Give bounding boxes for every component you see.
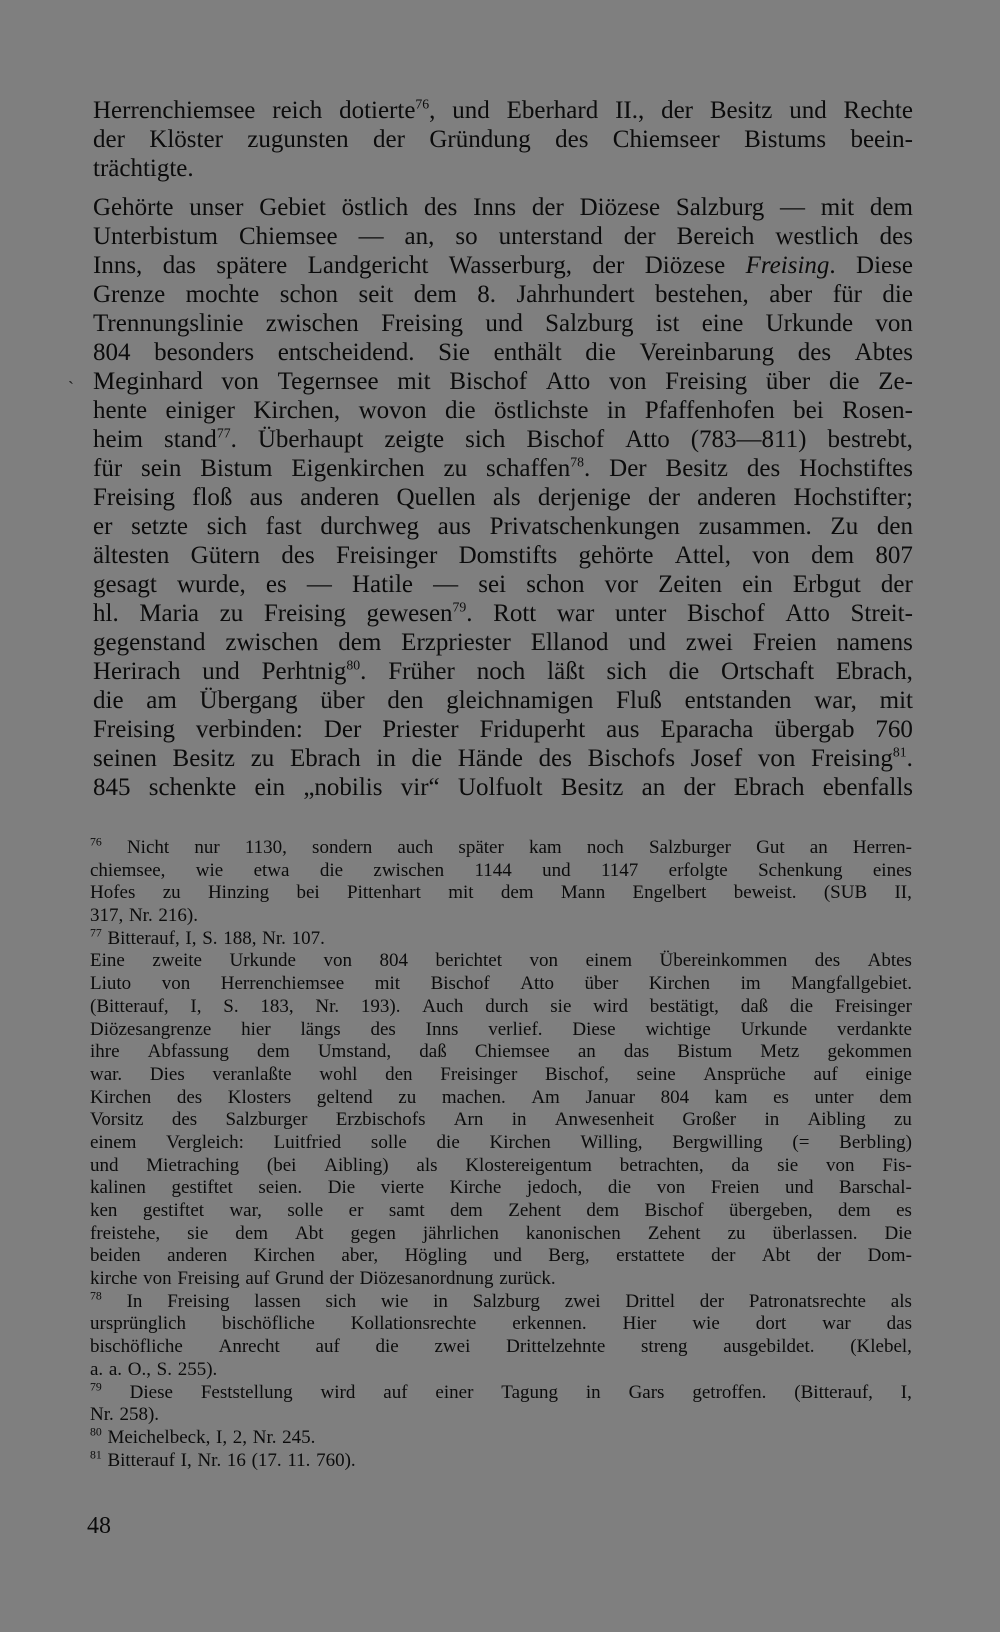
body-line: für sein Bistum Eigenkirchen zu schaffen$^{78}$. Der Besitz des Hochstiftes — [93, 454, 913, 482]
footnote-line: (Bitterauf, I, S. 183, Nr. 193). Auch durch sie wird bestätigt, daß die Freisinger — [90, 995, 912, 1017]
body-line: Trennungslinie zwischen Freising und Salzburg ist eine Urkunde von — [93, 310, 913, 337]
footnote-line: Diözesangrenze hier längs des Inns verlief. Diese wichtige Urkunde verdankte — [90, 1018, 912, 1040]
footnote-line: und Mietraching (bei Aibling) als Klostereigentum betrachten, da sie von Fis- — [90, 1154, 912, 1176]
body-line: die am Übergang über den gleichnamigen Fluß entstanden war, mit — [93, 687, 913, 714]
footnote-line: Kirchen des Klosters geltend zu machen. Am Januar 804 kam es unter dem — [90, 1086, 912, 1108]
body-line: heim stand$^{77}$. Überhaupt zeigte sich Bischof Atto (783—811) bestrebt, — [93, 425, 913, 453]
footnote-line: $^{80}$ Meichelbeck, I, 2, Nr. 245. — [90, 1425, 316, 1448]
body-line: 845 schenkte ein „nobilis vir“ Uolfuolt Besitz an der Ebrach ebenfalls — [93, 774, 913, 801]
body-line: Herrenchiemsee reich dotierte$^{76}$, und Eberhard II., der Besitz und Rechte — [93, 96, 913, 124]
body-line: Herirach und Perhtnig$^{80}$. Früher noch läßt sich die Ortschaft Ebrach, — [93, 657, 913, 685]
footnote-line: chiemsee, wie etwa die zwischen 1144 und 1147 erfolgte Schenkung eines — [90, 859, 912, 881]
footnotes — [90, 837, 912, 1472]
page-number: 48 — [87, 1513, 111, 1539]
footnote-line: bischöfliche Anrecht auf die zwei Drittelzehnte streng ausgebildet. (Klebel, — [90, 1336, 912, 1358]
footnote-line: ursprünglich bischöfliche Kollationsrechte erkennen. Hier wie dort war das — [90, 1313, 912, 1335]
body-line: Meginhard von Tegernsee mit Bischof Atto von Freising über die Ze- — [93, 368, 913, 395]
paragraph-gap — [93, 183, 913, 193]
body-line: Grenze mochte schon seit dem 8. Jahrhundert bestehen, aber für die — [93, 281, 913, 308]
footnote-line: Hofes zu Hinzing bei Pittenhart mit dem Mann Engelbert beweist. (SUB II, — [90, 882, 912, 904]
body-line: hl. Maria zu Freising gewesen$^{79}$. Rott war unter Bischof Atto Streit- — [93, 599, 913, 627]
body-line: gesagt wurde, es — Hatile — sei schon vor Zeiten ein Erbgut der — [93, 571, 913, 598]
footnote-line: beiden anderen Kirchen aber, Högling und Berg, erstattete der Abt der Dom- — [90, 1245, 912, 1267]
body-line: Inns, das spätere Landgericht Wasserburg, der Diözese Freising. Diese — [93, 252, 913, 279]
footnote-line: ihre Abfassung dem Umstand, daß Chiemsee an das Bistum Metz gekommen — [90, 1041, 912, 1063]
body-line: hente einiger Kirchen, wovon die östlichste in Pfaffenhofen bei Rosen- — [93, 397, 913, 424]
body-line: Gehörte unser Gebiet östlich des Inns der Diözese Salzburg — mit dem — [93, 194, 913, 221]
body-line: trächtigte. — [93, 155, 194, 182]
footnote-line: kalinen gestiftet seien. Die vierte Kirche jedoch, die von Freien und Barschal- — [90, 1177, 912, 1199]
body-line: Freising floß aus anderen Quellen als derjenige der anderen Hochstifter; — [93, 484, 913, 511]
footnote-line: 317, Nr. 216). — [90, 905, 198, 927]
footnote-line: Liuto von Herrenchiemsee mit Bischof Atto über Kirchen im Mangfallgebiet. — [90, 973, 912, 995]
body-line: Unterbistum Chiemsee — an, so unterstand der Bereich westlich des — [93, 223, 913, 250]
footnote-line: freistehe, sie dem Abt gegen jährlichen kanonischen Zehent zu überlassen. Die — [90, 1222, 912, 1244]
footnote-line: $^{77}$ Bitterauf, I, S. 188, Nr. 107. — [90, 926, 325, 949]
body-line: ältesten Gütern des Freisinger Domstifts gehörte Attel, von dem 807 — [93, 542, 913, 569]
footnote-line: kirche von Freising auf Grund der Diözesanordnung zurück. — [90, 1268, 556, 1290]
body-line: Freising verbinden: Der Priester Friduperht aus Eparacha übergab 760 — [93, 716, 913, 743]
body-text — [93, 96, 913, 802]
footnote-line: $^{81}$ Bitterauf I, Nr. 16 (17. 11. 760). — [90, 1448, 356, 1471]
footnote-line: einem Vergleich: Luitfried solle die Kirchen Willing, Bergwilling (= Berbling) — [90, 1131, 912, 1153]
footnote-line: $^{76}$ Nicht nur 1130, sondern auch später kam noch Salzburger Gut an Herren- — [90, 835, 912, 858]
body-line: der Klöster zugunsten der Gründung des Chiemseer Bistums beein- — [93, 126, 913, 153]
footnote-line: $^{78}$ In Freising lassen sich wie in Salzburg zwei Drittel der Patronatsrechte als — [90, 1289, 912, 1312]
footnote-line: war. Dies veranlaßte wohl den Freisinger Bischof, seine Ansprüche auf einige — [90, 1063, 912, 1085]
body-line: er setzte sich fast durchweg aus Privatschenkungen zusammen. Zu den — [93, 513, 913, 540]
footnote-line: $^{79}$ Diese Feststellung wird auf einer Tagung in Gars getroffen. (Bitterauf, I, — [90, 1380, 912, 1403]
body-line: 804 besonders entscheidend. Sie enthält die Vereinbarung des Abtes — [93, 339, 913, 366]
footnote-line: Nr. 258). — [90, 1404, 160, 1426]
footnote-line: a. a. O., S. 255). — [90, 1358, 218, 1380]
margin-mark: ` — [68, 378, 74, 398]
body-line: seinen Besitz zu Ebrach in die Hände des Bischofs Josef von Freising$^{81}$. — [93, 744, 913, 772]
footnote-line: Eine zweite Urkunde von 804 berichtet von einem Übereinkommen des Abtes — [90, 950, 912, 972]
footnote-line: ken gestiftet war, solle er samt dem Zehent dem Bischof übergeben, dem es — [90, 1200, 912, 1221]
footnote-line: Vorsitz des Salzburger Erzbischofs Arn in Anwesenheit Großer in Aibling zu — [90, 1109, 912, 1131]
body-line: gegenstand zwischen dem Erzpriester Ellanod und zwei Freien namens — [93, 629, 913, 656]
